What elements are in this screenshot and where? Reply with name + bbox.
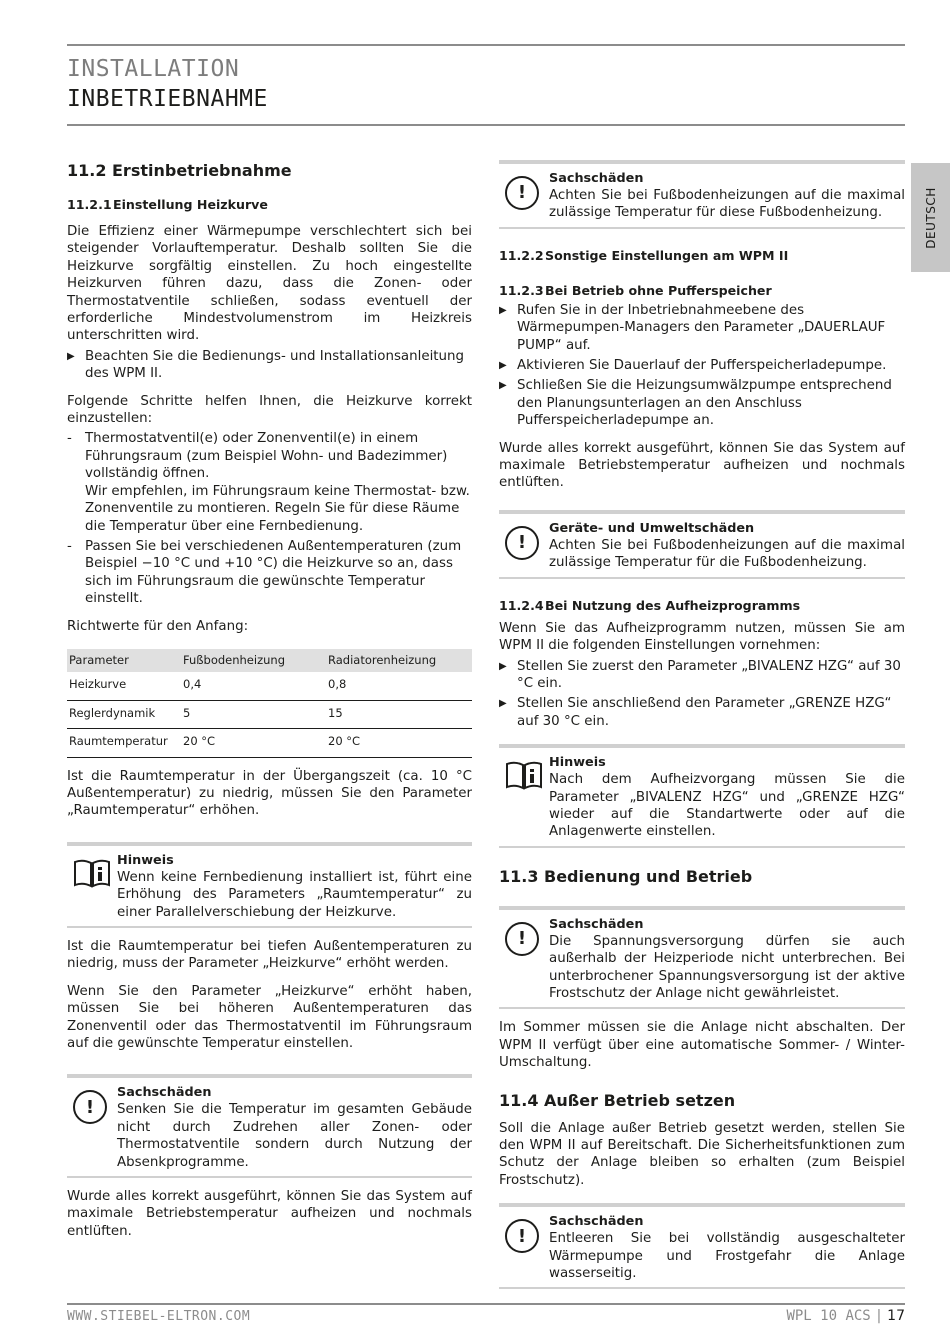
table-cell: 20 °C — [181, 729, 326, 757]
warning-text: Entleeren Sie bei vollständig ausgeschalteter Wärmepumpe und Frostgefahr die Anlage wasserseitig. — [549, 1231, 905, 1282]
warning-text: Die Spannungsversorgung dürfen sie auch außerhalb der Heizperiode nicht unterbrechen. Bei unterbrochener Spannungsversorgung ist der aktive Frostschutz der Anlage nicht gewährleistet. — [549, 933, 905, 1001]
bullet-text: Stellen Sie anschließend den Parameter „GRENZE HZG“ auf 30 °C ein. — [517, 696, 892, 729]
dash-item — [67, 538, 472, 608]
bullet-item — [499, 695, 905, 730]
triangle-right-icon: ▶ — [67, 350, 75, 362]
bullet-item — [499, 357, 905, 374]
heading-text: Erstinbetriebnahme — [112, 161, 292, 180]
note-box — [67, 842, 472, 928]
bullet-item — [499, 377, 905, 429]
table-cell: Raumtemperatur — [67, 729, 181, 757]
triangle-right-icon: ▶ — [499, 660, 507, 672]
heading-text: Sonstige Einstellungen am WPM II — [545, 247, 789, 263]
reference-values-table — [67, 649, 472, 758]
heading-text: Bei Betrieb ohne Pufferspeicher — [545, 282, 772, 298]
triangle-right-icon: ▶ — [499, 698, 507, 710]
column-header: Fußbodenheizung — [181, 649, 326, 672]
page-number: 17 — [887, 1308, 905, 1324]
heading-11-2-4 — [499, 597, 905, 614]
bullet-text: Beachten Sie die Bedienungs- und Installationsanleitung des WPM II. — [85, 348, 465, 382]
paragraph: Richtwerte für den Anfang: — [67, 618, 249, 634]
warning-title: Geräte- und Umweltschäden — [549, 520, 755, 536]
bullet-text: Aktivieren Sie Dauerlauf der Pufferspeicherladepumpe. — [517, 358, 887, 374]
warning-text: Achten Sie bei Fußbodenheizungen auf die maximal zulässige Temperatur für diese Fußbodenheizung. — [549, 188, 905, 221]
language-tab-label: DEUTSCH — [923, 186, 938, 249]
note-text: Wenn keine Fernbedienung installiert ist, führt eine Erhöhung des Parameters „Raumtemperatur“ zu einer Parallelverschiebung der Heizkurve. — [117, 869, 472, 920]
heading-text: Außer Betrieb setzen — [544, 1090, 736, 1110]
warning-title: Sachschäden — [549, 1214, 644, 1230]
note-box — [499, 744, 905, 848]
triangle-right-icon: ▶ — [499, 360, 507, 372]
heading-text: Einstellung Heizkurve — [113, 197, 268, 212]
heading-11-4 — [499, 1090, 905, 1112]
heading-text: Bei Nutzung des Aufheizprogramms — [545, 597, 801, 613]
heading-11-2 — [67, 160, 472, 182]
note-text: Nach dem Aufheizvorgang müssen Sie die Parameter „BIVALENZ HZG“ und „GRENZE HZG“ wieder auf die Standartwerte oder auf die Anlagenwerte einstellen. — [549, 772, 905, 840]
paragraph: Ist die Raumtemperatur bei tiefen Außentemperaturen zu niedrig, muss der Parameter „Heizkurve“ erhöht werden. — [67, 939, 472, 972]
left-column — [67, 160, 472, 1240]
table-cell: 20 °C — [326, 729, 472, 757]
bullet-item — [499, 658, 905, 693]
footer-rule — [67, 1303, 905, 1305]
warning-box — [499, 510, 905, 579]
footer-separator: | — [874, 1308, 884, 1324]
bullet-text: Schließen Sie die Heizungsumwälzpumpe entsprechend den Planungsunterlagen an den Anschluss Pufferspeicherladepumpe an. — [517, 378, 892, 429]
heading-number: 11.2.2 — [499, 247, 544, 263]
warning-text: Achten Sie bei Fußbodenheizungen auf die maximal zulässige Temperatur für die Fußbodenheizung. — [549, 537, 905, 571]
page-title: INBETRIEBNAHME — [67, 86, 268, 112]
book-info-icon — [505, 760, 543, 795]
section-header: INSTALLATION — [67, 56, 240, 82]
bullet-text: Stellen Sie zuerst den Parameter „BIVALENZ HZG“ auf 30 °C ein. — [517, 658, 901, 691]
warning-box — [499, 160, 905, 229]
note-title: Hinweis — [117, 852, 174, 868]
heading-number: 11.2.4 — [499, 597, 544, 613]
paragraph: Die Effizienz einer Wärmepumpe verschlechtert sich bei steigender Vorlauftemperatur. Deshalb sollten Sie die Heizkurve sorgfältig einstellen. Zu hoch eingestellte Heizkurven führen dazu, dass die Zonen- oder Thermostatventile schließen, sodass eventuell der erforderliche Mindestvolumenstrom im Heizkreis unterschritten wird. — [67, 224, 472, 344]
footer-url: WWW.STIEBEL-ELTRON.COM — [67, 1309, 251, 1324]
language-tab — [911, 163, 950, 272]
warning-box — [67, 1074, 472, 1178]
column-header: Parameter — [67, 649, 181, 672]
heading-number: 11.2.3 — [499, 282, 544, 298]
paragraph: Wurde alles korrekt ausgeführt, können Sie das System auf maximale Betriebstemperatur aufheizen und nochmals entlüften. — [67, 1189, 472, 1239]
bullet-text: Rufen Sie in der Inbetriebnahmeebene des Wärmepumpen-Managers den Parameter „DAUERLAUF PUMP“ auf. — [517, 302, 886, 353]
dash-marker: - — [67, 538, 72, 554]
warning-title: Sachschäden — [549, 171, 644, 186]
right-column — [499, 160, 905, 1289]
footer-model: WPL 10 ACS — [786, 1308, 871, 1324]
table-cell: Reglerdynamik — [67, 700, 181, 728]
triangle-right-icon: ▶ — [499, 380, 507, 392]
table-cell: 0,4 — [181, 672, 326, 700]
note-title: Hinweis — [549, 755, 606, 771]
exclamation-circle-icon: ! — [505, 1219, 539, 1253]
bullet-item — [67, 348, 472, 383]
table-cell: 0,8 — [326, 672, 472, 700]
warning-title: Sachschäden — [117, 1085, 212, 1101]
triangle-right-icon: ▶ — [499, 304, 507, 316]
warning-box — [499, 906, 905, 1010]
exclamation-circle-icon: ! — [505, 922, 539, 956]
exclamation-circle-icon: ! — [505, 176, 539, 210]
table-cell: 5 — [181, 700, 326, 728]
heading-text: Bedienung und Betrieb — [544, 866, 753, 886]
paragraph: Im Sommer müssen sie die Anlage nicht abschalten. Der WPM II verfügt über eine automatische Sommer- / Winter-Umschaltung. — [499, 1020, 905, 1071]
paragraph: Ist die Raumtemperatur in der Übergangszeit (ca. 10 °C Außentemperatur) zu niedrig, müssen Sie den Parameter „Raumtemperatur“ erhöhen. — [67, 768, 472, 819]
footer-model-page — [786, 1308, 905, 1324]
warning-title: Sachschäden — [549, 916, 644, 932]
heading-11-3 — [499, 866, 905, 888]
table-cell: 15 — [326, 700, 472, 728]
paragraph: Folgende Schritte helfen Ihnen, die Heizkurve korrekt einzustellen: — [67, 393, 472, 427]
book-info-icon — [73, 858, 111, 893]
table-row — [67, 672, 472, 700]
paragraph: Wenn Sie den Parameter „Heizkurve“ erhöht haben, müssen Sie bei höheren Außentemperaturen das Zonenventil oder das Thermostatventil im Führungsraum auf die gewünschte Temperatur einstellen. — [67, 983, 472, 1052]
heading-11-2-1 — [67, 196, 472, 213]
heading-number: 11.2 — [67, 161, 107, 180]
paragraph: Wurde alles korrekt ausgeführt, können Sie das System auf maximale Betriebstemperatur aufheizen und nochmals entlüften. — [499, 440, 905, 491]
heading-11-2-3 — [499, 282, 905, 299]
paragraph: Soll die Anlage außer Betrieb gesetzt werden, stellen Sie den WPM II auf Bereitschaft. Die Sicherheitsfunktionen zum Schutz der Anlage bleiben so erhalten (zum Beispiel Frostschutz). — [499, 1120, 905, 1188]
heading-number: 11.2.1 — [67, 197, 112, 212]
heading-number: 11.4 — [499, 1090, 539, 1110]
paragraph: Wenn Sie das Aufheizprogramm nutzen, müssen Sie am WPM II die folgenden Einstellungen vornehmen: — [499, 620, 905, 654]
table-row — [67, 729, 472, 757]
dash-marker: - — [67, 431, 72, 447]
warning-text: Senken Sie die Temperatur im gesamten Gebäude nicht durch Zudrehen aller Zonen- oder Thermostatventile sondern durch Nutzung der Absenkprogramme. — [117, 1102, 472, 1170]
table-row — [67, 700, 472, 728]
dash-text: Passen Sie bei verschiedenen Außentemperaturen (zum Beispiel −10 °C und +10 °C) die Heizkurve so an, dass sich im Führungsraum die gewünschte Temperatur einstellt. — [85, 538, 462, 607]
bullet-item — [499, 302, 905, 354]
dash-text: Thermostatventil(e) oder Zonenventil(e) in einem Führungsraum (zum Beispiel Wohn- und Badezimmer) vollständig öffnen. — [85, 431, 448, 482]
top-rule — [67, 44, 905, 46]
table-header-row — [67, 649, 472, 672]
column-header: Radiatorenheizung — [326, 649, 472, 672]
warning-box — [499, 1203, 905, 1289]
exclamation-circle-icon: ! — [505, 526, 539, 560]
heading-number: 11.3 — [499, 866, 539, 886]
heading-11-2-2 — [499, 247, 905, 264]
dash-item — [67, 430, 472, 534]
exclamation-circle-icon: ! — [73, 1090, 107, 1124]
header-rule — [67, 124, 905, 126]
dash-subtext: Wir empfehlen, im Führungsraum keine Thermostat- bzw. Zonenventile zu montieren. Regeln Sie für diese Räume die Temperatur über eine Fernbedienung. — [85, 483, 470, 534]
table-cell: Heizkurve — [67, 672, 181, 700]
